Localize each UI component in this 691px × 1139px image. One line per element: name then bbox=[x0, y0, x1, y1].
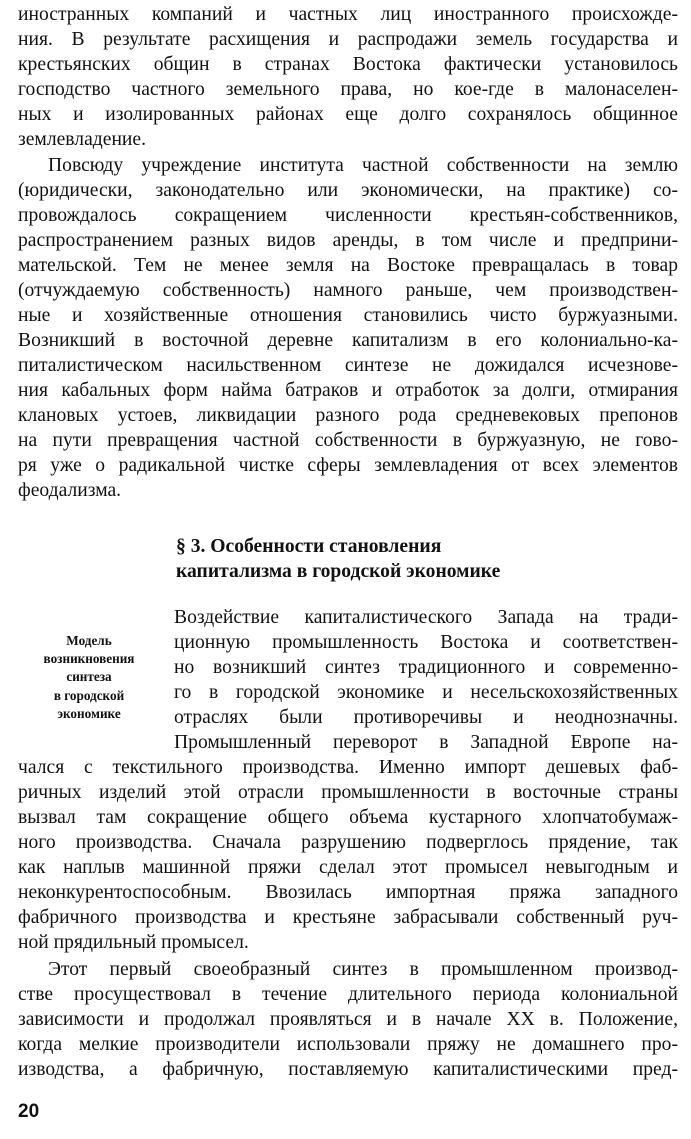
text-line: (отчуждаемую собственность) намного раньше, чем производствен- bbox=[18, 280, 678, 301]
text-line: но возникший синтез традиционного и современно- bbox=[174, 657, 678, 678]
paragraph-2 bbox=[18, 153, 678, 503]
text-line: отраслях были противоречивы и неоднозначны. bbox=[174, 707, 678, 728]
text-line: на пути превращения частной собственности в буржуазную, не гово- bbox=[18, 430, 678, 451]
text-line: ния кабальных форм найма батраков и отработок за долги, отмирания bbox=[18, 380, 678, 401]
text-line: ных и изолированных районах еще долго сохранялось общинное bbox=[18, 104, 678, 125]
page-number: 20 bbox=[18, 1101, 40, 1122]
text-line: неконкурентоспособным. Ввозилась импортная пряжа западного bbox=[18, 882, 678, 903]
text-line: крестьянских общин в странах Востока фактически установилось bbox=[18, 54, 678, 75]
text-line: зависимости и продолжал проявляться и в начале XX в. Положение, bbox=[18, 1009, 678, 1030]
paragraph-3-continued bbox=[18, 755, 678, 955]
text-line: Возникший в восточной деревне капитализм в его колониально-ка- bbox=[18, 330, 678, 351]
text-line: питалистическом насильственном синтезе не дожидался исчезнове- bbox=[18, 355, 678, 376]
text-line: го в городской экономике и несельскохозяйственных bbox=[174, 682, 678, 703]
text-line: Этот первый своеобразный синтез в промышленном производ- bbox=[48, 959, 678, 980]
section-heading-line-2: капитализма в городской экономике bbox=[176, 561, 501, 582]
text-line: ные и хозяйственные отношения становились чисто буржуазными. bbox=[18, 305, 678, 326]
margin-note-line: в городской bbox=[53, 687, 125, 703]
margin-note-line: экономике bbox=[57, 705, 121, 721]
text-line: господство частного земельного права, но кое-где в малонаселен- bbox=[18, 79, 678, 100]
text-line: (юридически, законодательно или экономически, на практике) со- bbox=[18, 180, 678, 201]
text-line: ния. В результате расхищения и распродажи земель государства и bbox=[18, 29, 678, 50]
text-line: иностранных компаний и частных лиц иностранного происхожде- bbox=[18, 4, 678, 25]
section-heading-line-1: § 3. Особенности становления bbox=[176, 536, 442, 557]
text-line: Повсюду учреждение института частной собственности на землю bbox=[48, 155, 678, 176]
margin-note-line: возникновения bbox=[43, 651, 135, 667]
text-line: клановых устоев, ликвидации разного рода средневековых препонов bbox=[18, 405, 678, 426]
text-line: чался с текстильного производства. Именно импорт дешевых фаб- bbox=[18, 757, 678, 778]
text-line: вызвал там сокращение общего объема кустарного хлопчатобумаж- bbox=[18, 807, 678, 828]
text-line: стве просуществовал в течение длительного периода колониальной bbox=[18, 984, 678, 1005]
margin-note-line: Модель bbox=[66, 633, 112, 648]
text-line: распространением разных видов аренды, в том числе и предприни- bbox=[18, 230, 678, 251]
text-line: Воздействие капиталистического Запада на тради- bbox=[174, 607, 678, 628]
text-line: ричных изделий этой отрасли промышленности в восточные страны bbox=[18, 782, 678, 803]
text-line: провождалось сокращением численности крестьян-собственников, bbox=[18, 205, 678, 226]
text-line: когда мелкие производители использовали пряжу не домашнего про- bbox=[18, 1034, 678, 1055]
text-line: изводства, а фабричную, поставляемую капиталистическими пред- bbox=[18, 1059, 678, 1080]
text-line: ционную промышленность Востока и соответствен- bbox=[174, 632, 678, 653]
text-line: землевладение. bbox=[18, 129, 147, 150]
text-line: феодализма. bbox=[18, 480, 122, 501]
text-line: фабричного производства и крестьяне забрасывали собственный руч- bbox=[18, 907, 678, 928]
paragraph-3-wrapped bbox=[174, 605, 678, 755]
text-line: как наплыв машинной пряжи сделал этот промысел невыгодным и bbox=[18, 857, 678, 878]
text-line: Промышленный переворот в Западной Европе на- bbox=[174, 732, 678, 753]
margin-note bbox=[18, 632, 160, 723]
text-line: ря уже о радикальной чистке сферы землевладения от всех элементов bbox=[18, 455, 678, 476]
text-line: мательской. Тем не менее земля на Востоке превращалась в товар bbox=[18, 255, 678, 276]
section-heading bbox=[176, 534, 500, 584]
paragraph-4 bbox=[18, 957, 678, 1082]
text-line: ной прядильный промысел. bbox=[18, 932, 249, 953]
paragraph-1 bbox=[18, 2, 678, 152]
margin-note-line: синтеза bbox=[66, 669, 112, 685]
text-line: ного производства. Сначала разрушению подверглось прядение, так bbox=[18, 832, 678, 853]
